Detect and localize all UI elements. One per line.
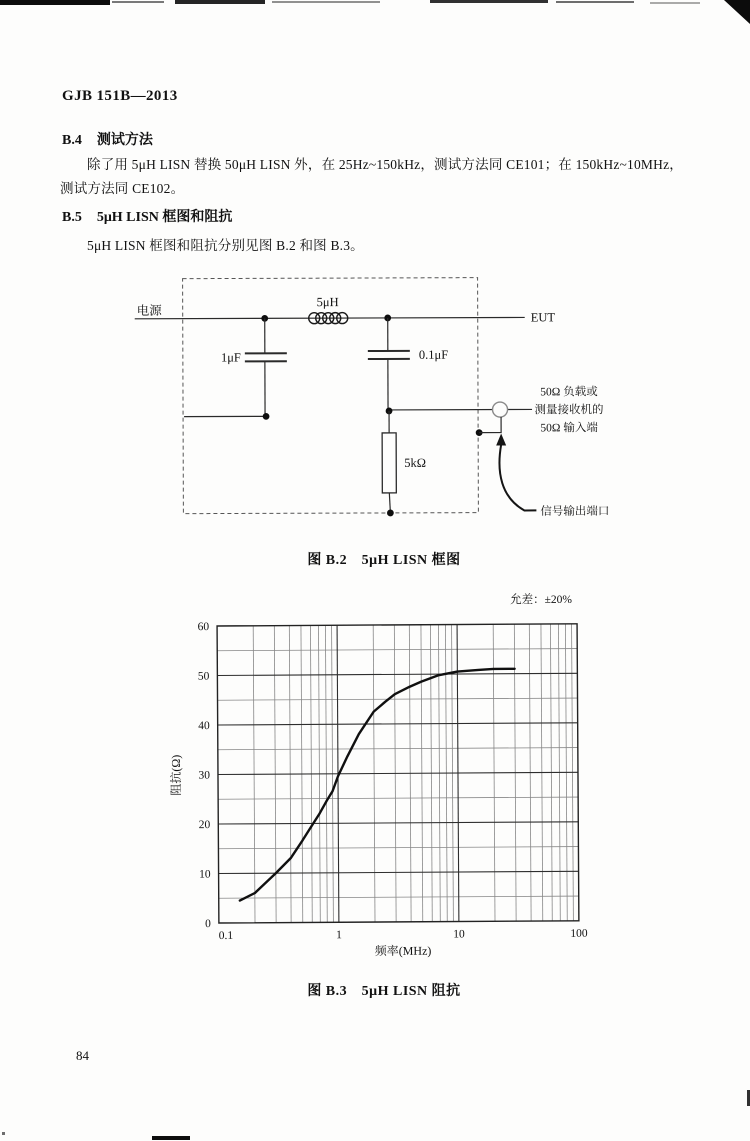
arrow-head — [496, 434, 506, 446]
grid-y — [217, 673, 577, 675]
capacitor-right-label: 0.1μF — [418, 347, 449, 362]
section-title: 测试方法 — [96, 133, 153, 148]
grid-y — [218, 822, 578, 824]
page-number: 84 — [76, 1048, 89, 1063]
grid-y — [218, 847, 578, 849]
grid-y — [218, 748, 578, 750]
y-axis-label: 阻抗(Ω) — [168, 754, 184, 796]
figure-b2-caption: 图 B.2 5μH LISN 框图 — [307, 553, 461, 568]
scan-artifact-bottom — [152, 1136, 190, 1140]
x-tick-label: 100 — [570, 927, 588, 940]
connector-tap-wire — [479, 417, 501, 433]
y-tick-label: 0 — [205, 918, 211, 931]
y-tick-label: 30 — [198, 769, 211, 782]
scan-artifact-bottom — [2, 1132, 5, 1135]
scan-artifact-top — [112, 1, 164, 3]
eut-label: EUT — [530, 310, 556, 325]
figure-b3-caption: 图 B.3 5μH LISN 阻抗 — [307, 984, 461, 999]
paragraph-line: 除了用 5μH LISN 替换 50μH LISN 外，在 25Hz~150kHz，测试方法同 CE101；在 150kHz~10MHz， — [87, 157, 683, 172]
grid-y — [218, 772, 578, 774]
standard-number: GJB 151B—2013 — [62, 88, 178, 104]
y-tick-label: 60 — [197, 621, 210, 634]
section-heading-b4 — [62, 129, 153, 149]
x-tick-label: 0.1 — [218, 929, 234, 942]
grid-y — [218, 797, 578, 799]
impedance-chart-svg — [159, 584, 601, 972]
tolerance-note: 允差：±20% — [510, 594, 572, 606]
paragraph-line: 5μH LISN 框图和阻抗分别见图 B.2 和图 B.3。 — [87, 238, 364, 253]
x-axis-label: 频率(MHz) — [374, 943, 432, 959]
lisn-circuit-diagram — [120, 264, 621, 531]
scan-artifact-top — [175, 0, 265, 4]
section-number: B.5 — [62, 210, 82, 225]
x-tick-label: 1 — [336, 929, 342, 942]
x-tick-label: 10 — [453, 928, 465, 941]
resistor-label: 5kΩ — [404, 455, 427, 470]
load-label-line3: 50Ω 输入端 — [540, 422, 598, 435]
resistor-symbol — [382, 433, 396, 493]
grid-y — [218, 723, 578, 725]
signal-port-label: 信号输出端口 — [540, 505, 610, 518]
signal-pointer-arrow — [499, 444, 536, 510]
grid-y — [219, 871, 579, 873]
section-title: 5μH LISN 框图和阻抗 — [96, 210, 233, 225]
scan-artifact-top — [556, 1, 634, 3]
y-tick-label: 40 — [198, 720, 210, 733]
y-tick-label: 20 — [198, 819, 211, 832]
capacitor-left-label: 1μF — [220, 350, 241, 365]
scan-artifact-top — [0, 0, 110, 5]
section-number: B.4 — [62, 133, 82, 148]
y-tick-label: 50 — [197, 670, 210, 683]
scan-artifact-top — [272, 1, 380, 3]
section-heading-b5 — [62, 206, 232, 226]
load-label-line2: 测量接收机的 — [534, 404, 604, 417]
impedance-curve — [238, 669, 516, 901]
grid-y — [219, 896, 579, 898]
junction-dot — [263, 413, 270, 420]
load-label-line1: 50Ω 负载或 — [540, 386, 598, 399]
paragraph-line: 测试方法同 CE102。 — [60, 181, 185, 196]
output-connector-circle — [493, 402, 508, 417]
junction-dot — [387, 510, 394, 517]
y-tick-label: 10 — [199, 868, 211, 881]
power-label: 电源 — [136, 303, 162, 318]
inductor-label: 5μH — [316, 295, 339, 310]
grid-y — [217, 649, 577, 651]
grid-y — [218, 698, 578, 700]
scan-artifact-corner — [724, 0, 750, 24]
output-wire — [388, 409, 532, 410]
scan-artifact-top — [650, 2, 700, 4]
scan-artifact-top — [430, 0, 548, 3]
